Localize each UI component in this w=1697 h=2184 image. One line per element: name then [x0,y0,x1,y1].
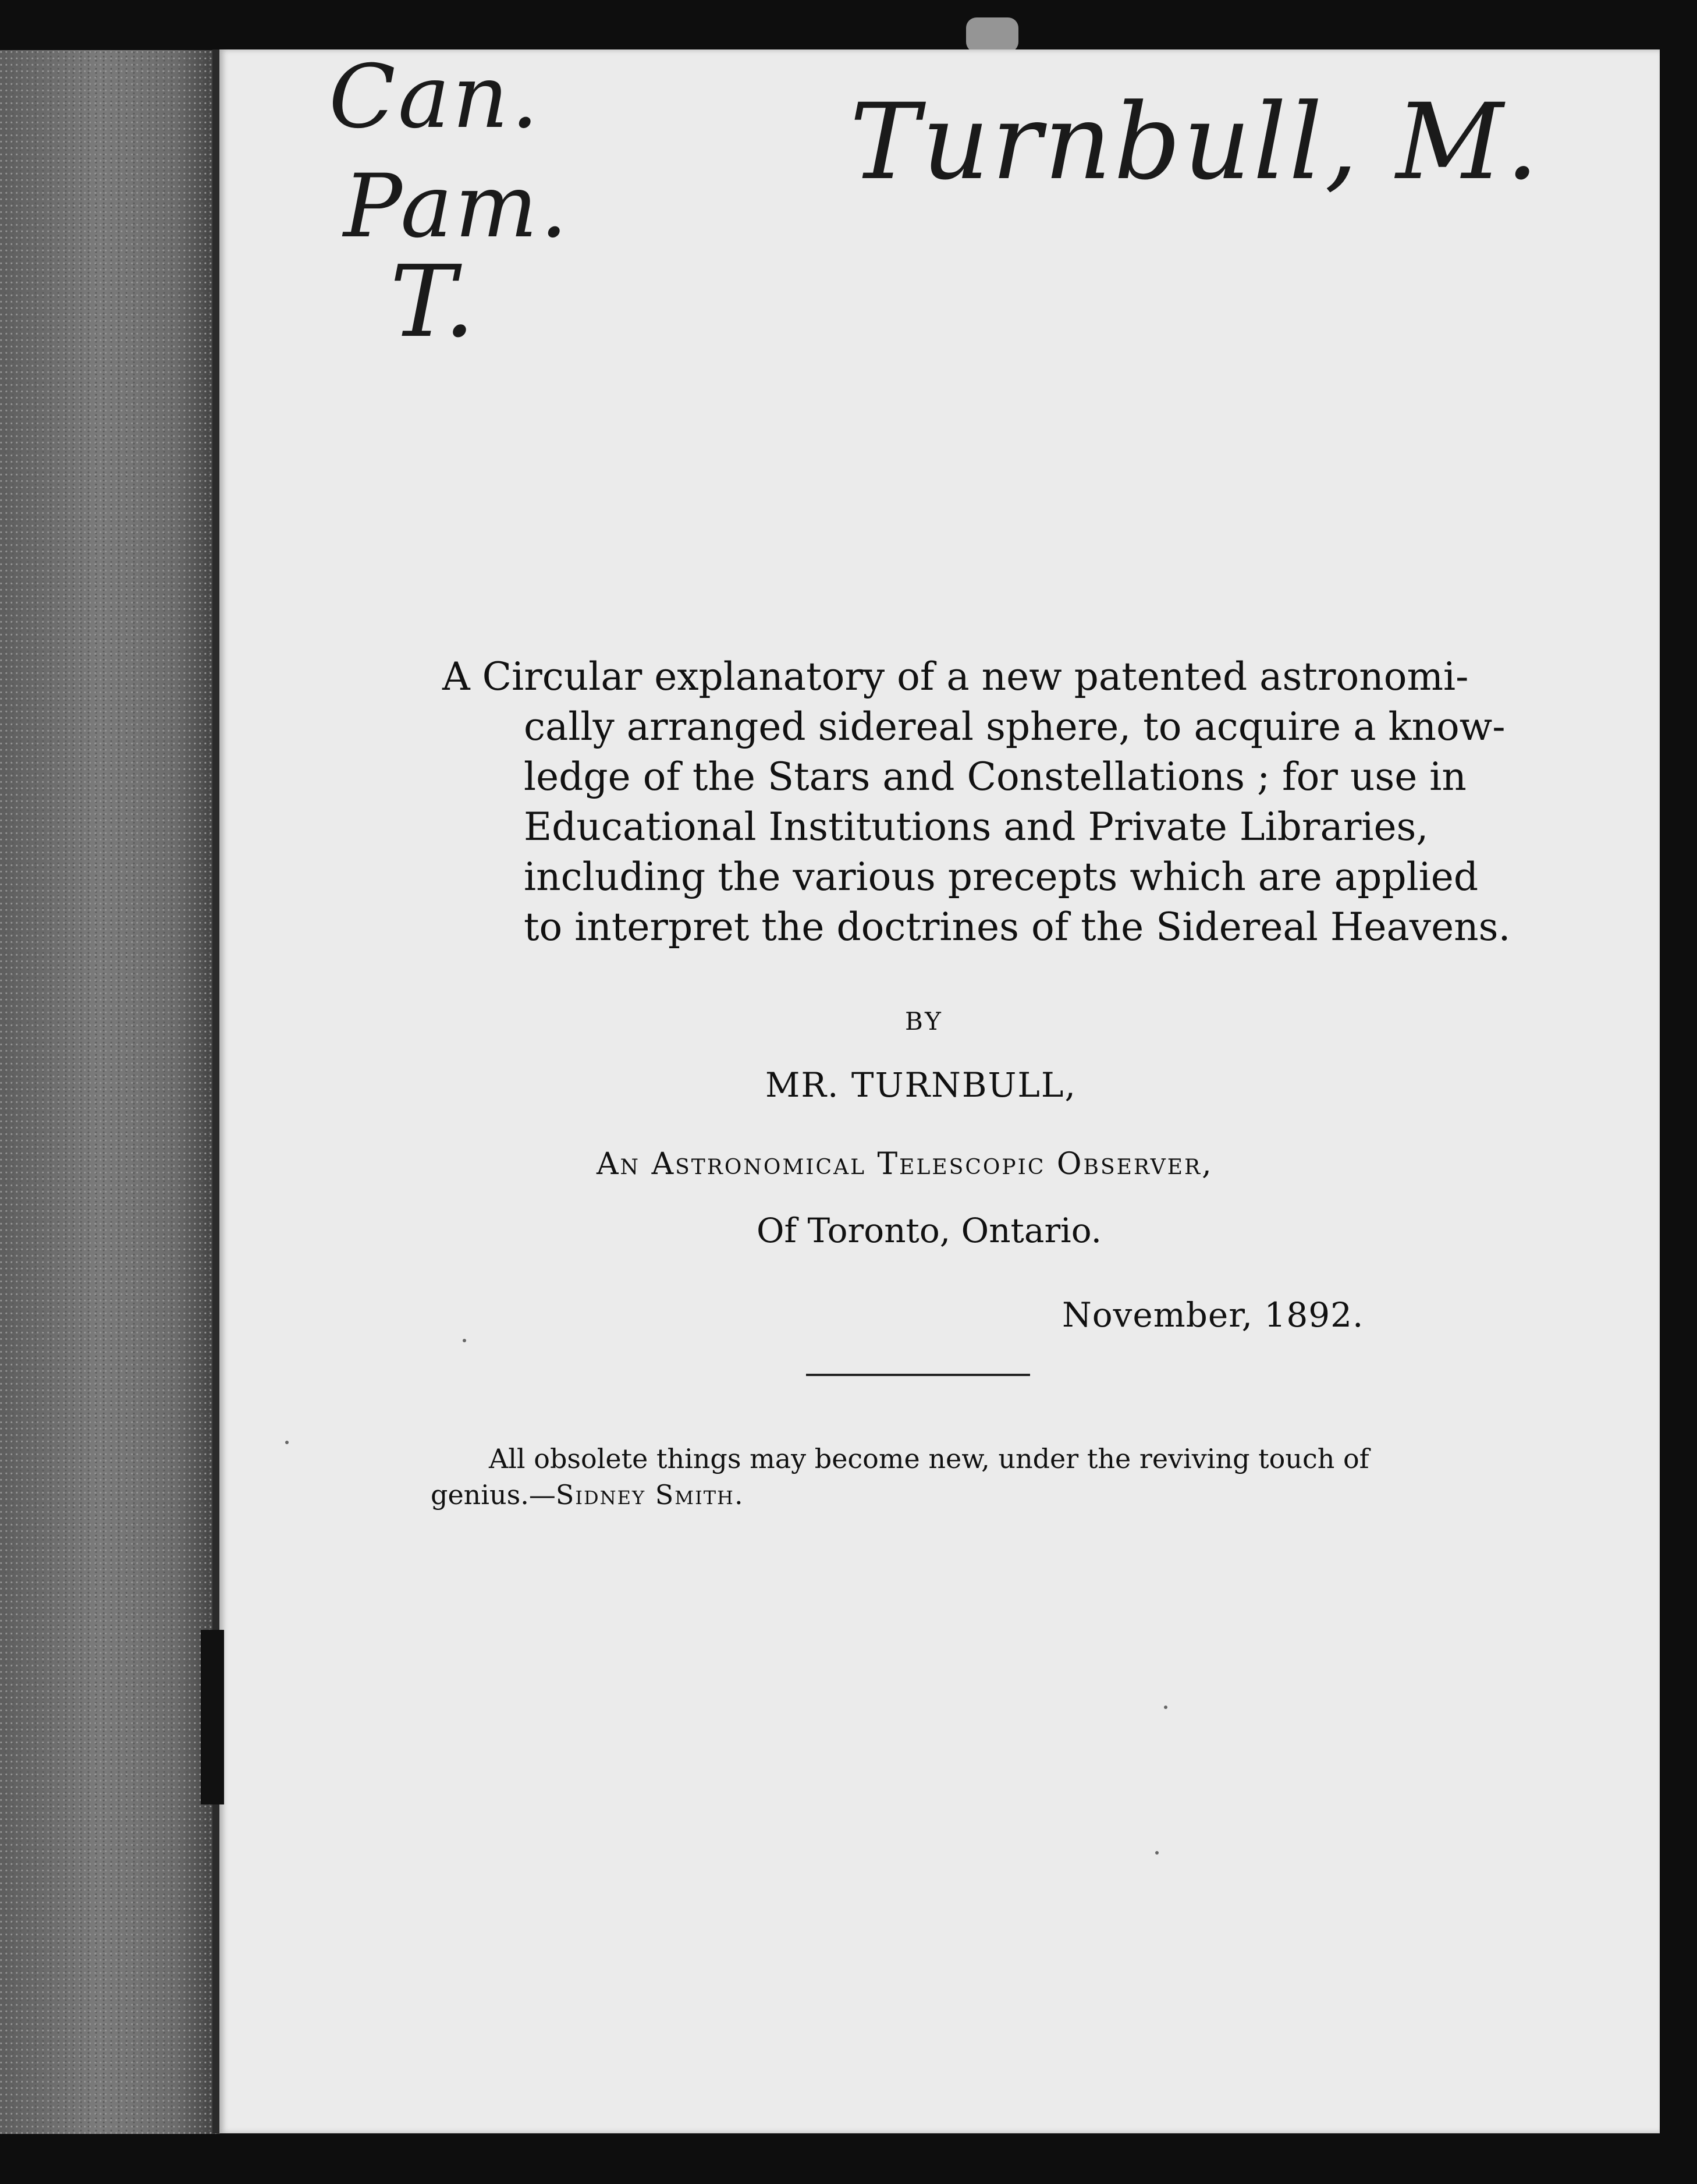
paper-speck [1155,1851,1159,1855]
epigraph-line-2 [431,1479,744,1511]
epigraph-prefix: genius.— [431,1479,556,1511]
description-line: A Circular explanatory of a new patented astronomi- [442,654,1469,699]
description-line: Educational Institutions and Private Libraries, [524,804,1429,849]
by-label: BY [905,1007,943,1036]
description-line: including the various precepts which are applied [524,855,1479,899]
author-name: MR. TURNBULL, [765,1065,1077,1105]
scan-artifact [966,17,1018,52]
binding-clip [201,1630,224,1804]
divider-rule [806,1374,1030,1376]
handwritten-shelfmark-line-1: Can. [329,47,541,148]
paper-speck [1164,1706,1167,1709]
author-role: An Astronomical Telescopic Observer, [597,1147,1213,1182]
paper-speck [285,1441,289,1444]
publication-date: November, 1892. [1062,1295,1364,1335]
description-line: to interpret the doctrines of the Sidereal Heavens. [524,905,1511,949]
handwritten-author-note: Turnbull, M. [850,81,1542,203]
book-spine [0,50,220,2134]
description-line: cally arranged sidereal sphere, to acquire a know- [524,704,1506,749]
handwritten-shelfmark-line-2: Pam. [343,156,570,257]
description-line: ledge of the Stars and Constellations ; for use in [524,754,1467,799]
handwritten-shelfmark-line-3: T. [390,244,478,360]
paper-speck [463,1339,466,1342]
title-description [442,652,1511,952]
epigraph-attribution: Sidney Smith. [555,1479,744,1511]
epigraph [431,1441,1385,1513]
epigraph-line-1: All obsolete things may become new, under the reviving touch of [489,1443,1369,1474]
author-location: Of Toronto, Ontario. [757,1211,1102,1250]
